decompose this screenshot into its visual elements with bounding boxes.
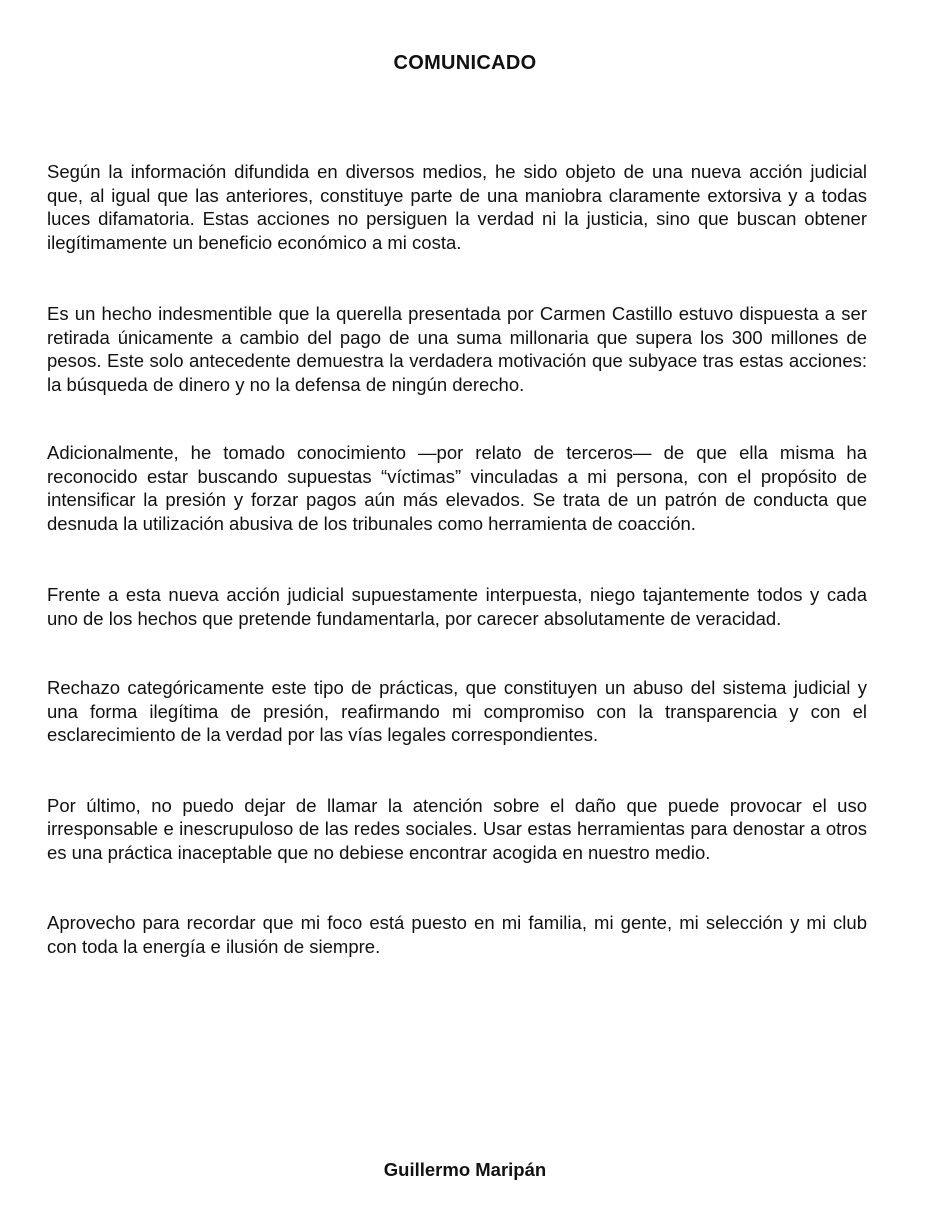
paragraph-7: Aprovecho para recordar que mi foco está puesto en mi familia, mi gente, mi selección y mi club con toda la energía e ilusión de siempre. [47, 912, 867, 957]
paragraph-5: Rechazo categóricamente este tipo de prácticas, que constituyen un abuso del sistema judicial y una forma ilegítima de presión, reafirmando mi compromiso con la transparencia y con el esclarecimiento de la verdad por las vías legales correspondientes. [47, 677, 867, 745]
document-title: COMUNICADO [393, 52, 537, 74]
paragraph-2: Es un hecho indesmentible que la querella presentada por Carmen Castillo estuvo dispuesta a ser retirada únicamente a cambio del pago de una suma millonaria que supera los 300 millones de pesos. Este solo antecedente demuestra la verdadera motivación que subyace tras estas acciones: la búsqueda de dinero y no la defensa de ningún derecho. [47, 303, 867, 395]
paragraph-6: Por último, no puedo dejar de llamar la atención sobre el daño que puede provocar el uso irresponsable e inescrupuloso de las redes sociales. Usar estas herramientas para denostar a otros es una práctica inaceptable que no debiese encontrar acogida en nuestro medio. [47, 794, 867, 863]
paragraph-4: Frente a esta nueva acción judicial supuestamente interpuesta, niego tajantemente todos y cada uno de los hechos que pretende fundamentarla, por carecer absolutamente de veracidad. [47, 584, 867, 629]
paragraph-1: Según la información difundida en diversos medios, he sido objeto de una nueva acción judicial que, al igual que las anteriores, constituye parte de una maniobra claramente extorsiva y a todas luces difamatoria. Estas acciones no persiguen la verdad ni la justicia, sino que buscan obtener ilegítimamente un beneficio económico a mi costa. [47, 161, 867, 253]
paragraph-3: Adicionalmente, he tomado conocimiento —por relato de terceros— de que ella misma ha reconocido estar buscando supuestas “víctimas” vinculadas a mi persona, con el propósito de intensificar la presión y forzar pagos aún más elevados. Se trata de un patrón de conducta que desnuda la utilización abusiva de los tribunales como herramienta de coacción. [47, 442, 867, 534]
signature: Guillermo Maripán [383, 1159, 547, 1180]
document-body [47, 160, 867, 1004]
